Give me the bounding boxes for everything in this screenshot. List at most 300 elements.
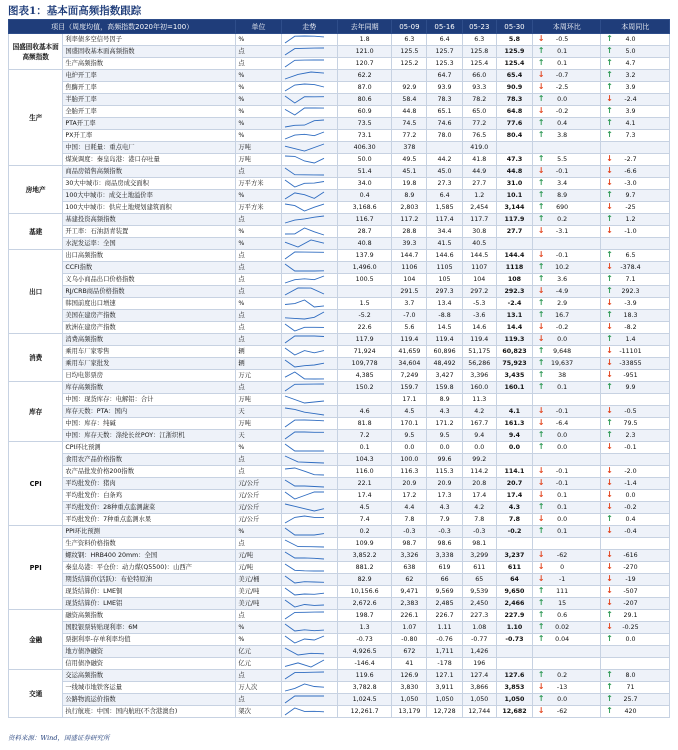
table-row: [9, 358, 670, 370]
change-value: 8.9: [557, 192, 568, 199]
week-value: 144.7: [392, 250, 427, 262]
week-value: 2,383: [392, 598, 427, 610]
change-value: 9.7: [625, 192, 636, 199]
yoy-change: [601, 622, 670, 634]
arrow-up-icon: ↑: [537, 178, 545, 187]
arrow-up-icon: ↑: [537, 130, 545, 139]
header-unit: 单位: [236, 20, 281, 34]
change-value: -0.1: [555, 468, 569, 475]
current-week-value: 47.3: [496, 154, 532, 166]
wow-change: [533, 586, 601, 598]
week-value: 99.6: [427, 454, 462, 466]
sparkline-chart: [282, 634, 327, 645]
yoy-change: [601, 250, 670, 262]
yoy-change: [601, 526, 670, 538]
change-value: 3.4: [557, 180, 568, 187]
yoy-change: [601, 142, 670, 154]
indicator-name: 中国：库存天数：涤纶长丝POY：江浙织机: [63, 430, 236, 442]
current-week-value: 1,050: [496, 694, 532, 706]
arrow-down-icon: ↓: [606, 358, 613, 367]
unit-cell: 万吨: [236, 394, 281, 406]
wow-change: [533, 478, 601, 490]
week-value: 20.8: [462, 478, 496, 490]
change-value: 3.6: [557, 276, 568, 283]
change-value: 111: [556, 588, 569, 595]
table-row: [9, 622, 670, 634]
current-week-value: 127.6: [496, 670, 532, 682]
unit-cell: 点: [236, 46, 281, 58]
indicator-name: 平均批发价：白条鸡: [63, 490, 236, 502]
table-row: [9, 514, 670, 526]
sparkline-chart: [282, 214, 327, 225]
indicator-name: 秦皇岛港：平仓价：动力煤(Q5500)：山西产: [63, 562, 236, 574]
week-value: 378: [392, 142, 427, 154]
current-week-value: 65.4: [496, 70, 532, 82]
table-row: [9, 334, 670, 346]
sparkline-line: [285, 96, 324, 103]
last-year-value: 3,168.6: [337, 202, 391, 214]
chart-title: 图表1：基本面高频指数跟踪: [8, 5, 142, 17]
trend-sparkline: [281, 670, 337, 682]
sparkline-chart: [282, 106, 327, 117]
week-value: 12,728: [427, 706, 462, 718]
table-row: [9, 634, 670, 646]
last-year-value: 28.7: [337, 226, 391, 238]
week-value: 104: [462, 274, 496, 286]
unit-cell: 美元/桶: [236, 574, 281, 586]
last-year-value: 0.1: [337, 442, 391, 454]
arrow-down-icon: ↓: [606, 550, 613, 559]
arrow-down-icon: ↓: [606, 226, 613, 235]
last-year-value: 60.9: [337, 106, 391, 118]
week-value: 1106: [392, 262, 427, 274]
table-row: [9, 550, 670, 562]
change-value: 4.7: [625, 60, 636, 67]
indicator-name: 平均批发价：28种重点监测蔬菜: [63, 502, 236, 514]
arrow-up-icon: ↑: [606, 334, 613, 343]
week-value: 27.3: [427, 178, 462, 190]
arrow-up-icon: ↑: [537, 598, 545, 607]
change-value: -270: [623, 564, 638, 571]
arrow-up-icon: ↑: [606, 106, 613, 115]
last-year-value: 0.2: [337, 526, 391, 538]
yoy-change: [601, 370, 670, 382]
trend-sparkline: [281, 166, 337, 178]
trend-sparkline: [281, 694, 337, 706]
week-value: 119.4: [392, 334, 427, 346]
week-value: 1,711: [427, 646, 462, 658]
change-value: 0.0: [557, 696, 568, 703]
current-week-value: 20.7: [496, 478, 532, 490]
table-row: [9, 178, 670, 190]
week-value: 1.11: [427, 622, 462, 634]
yoy-change: [601, 202, 670, 214]
unit-cell: 点: [236, 310, 281, 322]
sparkline-chart: [282, 298, 327, 309]
change-value: 420: [624, 708, 637, 715]
yoy-change: [601, 358, 670, 370]
sparkline-line: [285, 372, 324, 379]
trend-sparkline: [281, 142, 337, 154]
current-week-value: 4.1: [496, 406, 532, 418]
current-week-value: 7.8: [496, 514, 532, 526]
week-value: 20.9: [427, 478, 462, 490]
unit-cell: 点: [236, 538, 281, 550]
change-value: 292.3: [621, 288, 640, 295]
sparkline-line: [285, 456, 324, 463]
change-value: -6.6: [624, 168, 637, 175]
week-value: 170.1: [392, 418, 427, 430]
table-row: [9, 502, 670, 514]
change-value: -2.0: [624, 468, 637, 475]
sparkline-chart: [282, 94, 327, 105]
sparkline-line: [285, 408, 324, 415]
trend-sparkline: [281, 358, 337, 370]
week-value: 4.2: [462, 502, 496, 514]
week-value: 291.5: [392, 286, 427, 298]
week-value: 19.8: [392, 178, 427, 190]
yoy-change: [601, 346, 670, 358]
week-value: 74.6: [427, 118, 462, 130]
yoy-change: [601, 514, 670, 526]
unit-cell: 点: [236, 274, 281, 286]
week-value: 619: [427, 562, 462, 574]
week-value: 105: [427, 274, 462, 286]
indicator-name: 100大中城市：供应土地规划建筑面积: [63, 202, 236, 214]
week-value: 160.0: [462, 382, 496, 394]
change-value: -1.4: [624, 480, 637, 487]
header-week-4: 05-30: [496, 20, 532, 34]
change-value: -616: [623, 552, 638, 559]
table-row: [9, 250, 670, 262]
week-value: 1,050: [462, 694, 496, 706]
change-value: -207: [623, 600, 638, 607]
arrow-down-icon: ↓: [537, 682, 545, 691]
yoy-change: [601, 538, 670, 550]
unit-cell: %: [236, 226, 281, 238]
week-value: 2,454: [462, 202, 496, 214]
sparkline-line: [285, 672, 324, 679]
current-week-value: 160.1: [496, 382, 532, 394]
category-cell: 基建: [9, 214, 63, 250]
trend-sparkline: [281, 106, 337, 118]
change-value: -0.25: [622, 624, 639, 631]
trend-sparkline: [281, 610, 337, 622]
sparkline-chart: [282, 178, 327, 189]
week-value: 1,050: [392, 694, 427, 706]
arrow-up-icon: ↑: [537, 154, 545, 163]
week-value: -8.8: [427, 310, 462, 322]
indicator-name: 半胎开工率: [63, 94, 236, 106]
indicator-name: 中国：库存：纯碱: [63, 418, 236, 430]
arrow-down-icon: ↓: [606, 586, 613, 595]
week-value: 196: [462, 658, 496, 670]
sparkline-chart: [282, 670, 327, 681]
current-week-value: 161.3: [496, 418, 532, 430]
week-value: 1,585: [427, 202, 462, 214]
week-value: 125.4: [462, 58, 496, 70]
week-value: 4.2: [462, 406, 496, 418]
header-wow: 本周环比: [533, 20, 601, 34]
arrow-up-icon: ↑: [606, 46, 613, 55]
week-value: 13.4: [427, 298, 462, 310]
week-value: -0.76: [427, 634, 462, 646]
sparkline-chart: [282, 418, 327, 429]
sparkline-chart: [282, 466, 327, 477]
trend-sparkline: [281, 442, 337, 454]
wow-change: [533, 382, 601, 394]
change-value: 38: [558, 372, 567, 379]
last-year-value: 1.8: [337, 34, 391, 46]
trend-sparkline: [281, 454, 337, 466]
sparkline-line: [285, 204, 324, 211]
sparkline-chart: [282, 526, 327, 537]
table-row: [9, 70, 670, 82]
last-year-value: 0.4: [337, 190, 391, 202]
unit-cell: %: [236, 70, 281, 82]
yoy-change: [601, 118, 670, 130]
week-value: 126.9: [392, 670, 427, 682]
week-value: 77.2: [392, 130, 427, 142]
indicator-name: 国盛固收基本面高频指数: [63, 46, 236, 58]
trend-sparkline: [281, 274, 337, 286]
table-row: [9, 478, 670, 490]
current-week-value: 144.4: [496, 250, 532, 262]
yoy-change: [601, 298, 670, 310]
yoy-change: [601, 466, 670, 478]
current-week-value: 12,682: [496, 706, 532, 718]
table-row: [9, 598, 670, 610]
indicator-name: 100大中城市：成交土地溢价率: [63, 190, 236, 202]
sparkline-chart: [282, 250, 327, 261]
table-row: [9, 454, 670, 466]
trend-sparkline: [281, 250, 337, 262]
current-week-value: 44.8: [496, 166, 532, 178]
wow-change: [533, 706, 601, 718]
arrow-down-icon: ↓: [537, 706, 545, 715]
change-value: 5.5: [557, 156, 568, 163]
change-value: -0.1: [555, 168, 569, 175]
trend-sparkline: [281, 310, 337, 322]
change-value: 0.0: [557, 516, 568, 523]
table-row: [9, 94, 670, 106]
arrow-up-icon: ↑: [606, 418, 613, 427]
trend-sparkline: [281, 154, 337, 166]
wow-change: [533, 298, 601, 310]
unit-cell: 点: [236, 250, 281, 262]
week-value: 64.7: [427, 70, 462, 82]
unit-cell: 点: [236, 322, 281, 334]
sparkline-line: [285, 432, 324, 439]
current-week-value: 13.1: [496, 310, 532, 322]
arrow-up-icon: ↑: [537, 190, 545, 199]
yoy-change: [601, 382, 670, 394]
current-week-value: 3,144: [496, 202, 532, 214]
change-value: 0.1: [557, 504, 568, 511]
arrow-down-icon: ↓: [606, 478, 613, 487]
arrow-up-icon: ↑: [537, 442, 545, 451]
sparkline-chart: [282, 454, 327, 465]
last-year-value: 117.9: [337, 334, 391, 346]
current-week-value: 10.1: [496, 190, 532, 202]
sparkline-line: [285, 192, 324, 199]
unit-cell: 辆: [236, 358, 281, 370]
unit-cell: %: [236, 118, 281, 130]
week-value: 77.2: [462, 118, 496, 130]
sparkline-line: [285, 348, 324, 355]
wow-change: [533, 166, 601, 178]
source-note: 资料来源：Wind，国盛证券研究所: [8, 734, 110, 742]
week-value: 227.3: [462, 610, 496, 622]
last-year-value: 73.5: [337, 118, 391, 130]
sparkline-chart: [282, 370, 327, 381]
sparkline-chart: [282, 310, 327, 321]
wow-change: [533, 118, 601, 130]
unit-cell: 万吨: [236, 142, 281, 154]
current-week-value: 125.4: [496, 58, 532, 70]
arrow-down-icon: ↓: [606, 490, 613, 499]
yoy-change: [601, 58, 670, 70]
week-value: 125.8: [462, 46, 496, 58]
change-value: -25: [625, 204, 636, 211]
sparkline-chart: [282, 82, 327, 93]
sparkline-line: [285, 684, 324, 691]
unit-cell: %: [236, 442, 281, 454]
week-value: 144.6: [427, 250, 462, 262]
current-week-value: [496, 646, 532, 658]
wow-change: [533, 82, 601, 94]
wow-change: [533, 514, 601, 526]
sparkline-chart: [282, 574, 327, 585]
wow-change: [533, 574, 601, 586]
last-year-value: 1.3: [337, 622, 391, 634]
indicator-name: 地方债净融资: [63, 646, 236, 658]
table-row: [9, 274, 670, 286]
last-year-value: 109,778: [337, 358, 391, 370]
wow-change: [533, 226, 601, 238]
last-year-value: 7.4: [337, 514, 391, 526]
change-value: 16.7: [555, 312, 570, 319]
unit-cell: 点: [236, 694, 281, 706]
change-value: 0.1: [557, 60, 568, 67]
sparkline-line: [285, 468, 324, 475]
last-year-value: 40.8: [337, 238, 391, 250]
current-week-value: 90.9: [496, 82, 532, 94]
week-value: 127.1: [427, 670, 462, 682]
arrow-down-icon: ↓: [606, 94, 613, 103]
week-value: 119.4: [427, 334, 462, 346]
table-row: [9, 226, 670, 238]
week-value: 41: [392, 658, 427, 670]
unit-cell: 点: [236, 610, 281, 622]
sparkline-line: [285, 276, 324, 283]
current-week-value: 75,923: [496, 358, 532, 370]
yoy-change: [601, 550, 670, 562]
sparkline-chart: [282, 478, 327, 489]
arrow-up-icon: ↑: [537, 118, 545, 127]
unit-cell: 点: [236, 166, 281, 178]
week-value: 4.3: [427, 406, 462, 418]
week-value: -0.80: [392, 634, 427, 646]
arrow-down-icon: ↓: [606, 178, 613, 187]
week-value: 117.7: [462, 214, 496, 226]
week-value: 1.07: [392, 622, 427, 634]
unit-cell: 万人次: [236, 682, 281, 694]
arrow-up-icon: ↑: [537, 622, 545, 631]
current-week-value: 27.7: [496, 226, 532, 238]
last-year-value: 4,385: [337, 370, 391, 382]
sparkline-line: [285, 552, 324, 559]
week-value: 41,659: [392, 346, 427, 358]
sparkline-chart: [282, 262, 327, 273]
unit-cell: %: [236, 238, 281, 250]
last-year-value: 3,782.8: [337, 682, 391, 694]
sparkline-line: [285, 228, 324, 235]
last-year-value: 116.7: [337, 214, 391, 226]
trend-sparkline: [281, 706, 337, 718]
yoy-change: [601, 34, 670, 46]
trend-sparkline: [281, 58, 337, 70]
wow-change: [533, 406, 601, 418]
sparkline-chart: [282, 646, 327, 657]
week-value: 0.0: [462, 442, 496, 454]
last-year-value: 12,261.7: [337, 706, 391, 718]
week-value: 44.9: [462, 166, 496, 178]
week-value: 60,896: [427, 346, 462, 358]
arrow-down-icon: ↓: [606, 154, 613, 163]
arrow-down-icon: ↓: [537, 106, 545, 115]
week-value: 3,338: [427, 550, 462, 562]
last-year-value: 104.3: [337, 454, 391, 466]
change-value: 3.9: [625, 84, 636, 91]
week-value: 4.4: [392, 502, 427, 514]
arrow-down-icon: ↓: [606, 562, 613, 571]
indicator-name: 食用农产品价格指数: [63, 454, 236, 466]
yoy-change: [601, 334, 670, 346]
change-value: 7.3: [625, 132, 636, 139]
current-week-value: 1118: [496, 262, 532, 274]
sparkline-line: [285, 384, 324, 391]
last-year-value: -0.73: [337, 634, 391, 646]
trend-sparkline: [281, 682, 337, 694]
current-week-value: 77.6: [496, 118, 532, 130]
week-value: 125.5: [392, 46, 427, 58]
change-value: -0.1: [555, 408, 569, 415]
week-value: 6.4: [427, 190, 462, 202]
table-row: [9, 346, 670, 358]
wow-change: [533, 262, 601, 274]
week-value: 98.7: [392, 538, 427, 550]
trend-sparkline: [281, 622, 337, 634]
last-year-value: 81.8: [337, 418, 391, 430]
week-value: 62: [392, 574, 427, 586]
week-value: 17.1: [392, 394, 427, 406]
table-row: [9, 130, 670, 142]
week-value: 45.0: [427, 166, 462, 178]
unit-cell: 点: [236, 286, 281, 298]
table-row: [9, 238, 670, 250]
yoy-change: [601, 46, 670, 58]
week-value: 6.3: [392, 34, 427, 46]
arrow-up-icon: ↑: [537, 586, 545, 595]
week-value: 98.6: [427, 538, 462, 550]
wow-change: [533, 610, 601, 622]
change-value: -2.5: [555, 84, 569, 91]
table-row: [9, 298, 670, 310]
trend-sparkline: [281, 394, 337, 406]
trend-sparkline: [281, 502, 337, 514]
trend-sparkline: [281, 70, 337, 82]
